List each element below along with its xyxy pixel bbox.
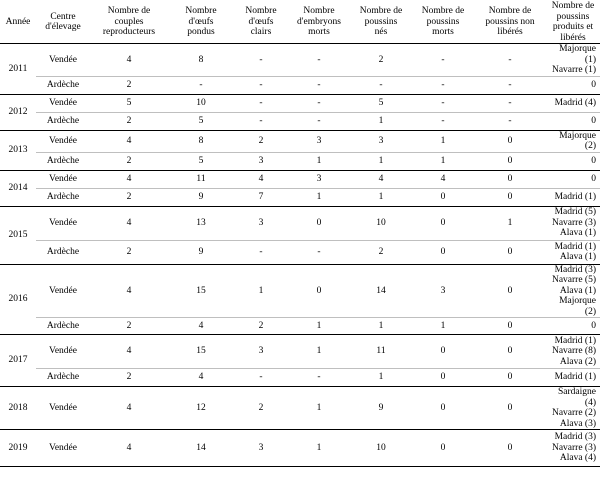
cell-not-released: 0 <box>474 170 546 188</box>
table-row <box>0 318 600 335</box>
cell-not-released: 0 <box>474 130 546 152</box>
cell-hatched: 10 <box>350 430 412 467</box>
cell-eggs-laid: 11 <box>168 170 234 188</box>
cell-chicks-dead: - <box>412 44 474 77</box>
cell-dead-embryos: - <box>288 112 350 130</box>
cell-center: Ardèche <box>36 240 90 264</box>
cell-eggs-laid: 5 <box>168 152 234 170</box>
header-breeding-center: Centre d'élevage <box>36 1 90 44</box>
header-year: Année <box>0 1 36 44</box>
cell-not-released: - <box>474 44 546 77</box>
year-cell: 2015 <box>0 206 36 264</box>
table-row <box>0 130 600 152</box>
cell-not-released: 0 <box>474 387 546 430</box>
cell-center: Ardèche <box>36 369 90 387</box>
cell-dead-embryos: 3 <box>288 170 350 188</box>
cell-pairs: 2 <box>90 76 168 94</box>
table-row <box>0 44 600 77</box>
cell-dead-embryos: 1 <box>288 335 350 369</box>
cell-pairs: 2 <box>90 240 168 264</box>
cell-eggs-laid: 8 <box>168 44 234 77</box>
header-chicks-not-released: Nombre de poussins non libérés <box>474 1 546 44</box>
cell-clear-eggs: 3 <box>234 152 288 170</box>
cell-pairs: 4 <box>90 206 168 240</box>
cell-dead-embryos: 1 <box>288 188 350 206</box>
cell-hatched: 5 <box>350 94 412 112</box>
table-row <box>0 112 600 130</box>
cell-eggs-laid: 8 <box>168 130 234 152</box>
cell-clear-eggs: 1 <box>234 264 288 318</box>
year-cell: 2017 <box>0 335 36 387</box>
year-cell: 2012 <box>0 94 36 130</box>
table-row <box>0 430 600 467</box>
header-eggs-laid: Nombre d'œufs pondus <box>168 1 234 44</box>
cell-clear-eggs: - <box>234 76 288 94</box>
cell-not-released: 0 <box>474 369 546 387</box>
cell-eggs-laid: - <box>168 76 234 94</box>
year-cell: 2018 <box>0 387 36 430</box>
cell-dead-embryos: 1 <box>288 430 350 467</box>
cell-released: 0 <box>546 170 600 188</box>
cell-chicks-dead: 0 <box>412 188 474 206</box>
cell-pairs: 4 <box>90 387 168 430</box>
table-row <box>0 369 600 387</box>
cell-chicks-dead: 0 <box>412 387 474 430</box>
cell-eggs-laid: 4 <box>168 318 234 335</box>
cell-hatched: 11 <box>350 335 412 369</box>
cell-chicks-dead: 4 <box>412 170 474 188</box>
cell-not-released: 0 <box>474 152 546 170</box>
table-row <box>0 170 600 188</box>
cell-hatched: 1 <box>350 152 412 170</box>
cell-hatched: 4 <box>350 170 412 188</box>
cell-hatched: 2 <box>350 44 412 77</box>
year-cell: 2011 <box>0 44 36 95</box>
cell-clear-eggs: 2 <box>234 130 288 152</box>
cell-dead-embryos: 3 <box>288 130 350 152</box>
cell-not-released: 0 <box>474 335 546 369</box>
cell-hatched: 1 <box>350 112 412 130</box>
cell-clear-eggs: 3 <box>234 430 288 467</box>
cell-center: Vendée <box>36 170 90 188</box>
cell-released: Madrid (5) Navarre (3) Alava (1) <box>546 206 600 240</box>
cell-dead-embryos: - <box>288 240 350 264</box>
table-row <box>0 188 600 206</box>
cell-hatched: 9 <box>350 387 412 430</box>
cell-hatched: 3 <box>350 130 412 152</box>
year-cell: 2016 <box>0 264 36 335</box>
header-chicks-released: Nombre de poussins produits et libérés <box>546 1 600 44</box>
year-cell: 2013 <box>0 130 36 170</box>
cell-pairs: 2 <box>90 369 168 387</box>
cell-eggs-laid: 13 <box>168 206 234 240</box>
header-clear-eggs: Nombre d'œufs clairs <box>234 1 288 44</box>
cell-chicks-dead: 0 <box>412 369 474 387</box>
table-row <box>0 94 600 112</box>
cell-eggs-laid: 15 <box>168 335 234 369</box>
cell-released: Madrid (1) <box>546 369 600 387</box>
cell-chicks-dead: 0 <box>412 206 474 240</box>
cell-clear-eggs: - <box>234 44 288 77</box>
header-dead-embryos: Nombre d'embryons morts <box>288 1 350 44</box>
cell-hatched: 10 <box>350 206 412 240</box>
cell-not-released: 0 <box>474 318 546 335</box>
cell-clear-eggs: 3 <box>234 335 288 369</box>
cell-eggs-laid: 12 <box>168 387 234 430</box>
cell-clear-eggs: 4 <box>234 170 288 188</box>
cell-eggs-laid: 15 <box>168 264 234 318</box>
cell-pairs: 4 <box>90 430 168 467</box>
table-row <box>0 206 600 240</box>
cell-eggs-laid: 4 <box>168 369 234 387</box>
cell-dead-embryos: - <box>288 369 350 387</box>
cell-chicks-dead: 1 <box>412 152 474 170</box>
cell-not-released: - <box>474 76 546 94</box>
cell-dead-embryos: - <box>288 94 350 112</box>
cell-eggs-laid: 5 <box>168 112 234 130</box>
cell-hatched: 2 <box>350 240 412 264</box>
cell-released: 0 <box>546 318 600 335</box>
cell-dead-embryos: 0 <box>288 206 350 240</box>
cell-chicks-dead: - <box>412 94 474 112</box>
year-cell: 2014 <box>0 170 36 206</box>
cell-released: Madrid (4) <box>546 94 600 112</box>
cell-released: Madrid (1) Navarre (8) Alava (2) <box>546 335 600 369</box>
cell-eggs-laid: 14 <box>168 430 234 467</box>
cell-not-released: 1 <box>474 206 546 240</box>
cell-released: 0 <box>546 152 600 170</box>
cell-released: Majorque (1) Navarre (1) <box>546 44 600 77</box>
header-chicks-dead: Nombre de poussins morts <box>412 1 474 44</box>
cell-clear-eggs: 2 <box>234 318 288 335</box>
table-row <box>0 335 600 369</box>
cell-not-released: 0 <box>474 430 546 467</box>
cell-released: 0 <box>546 76 600 94</box>
cell-pairs: 4 <box>90 264 168 318</box>
cell-released: 0 <box>546 112 600 130</box>
cell-dead-embryos: - <box>288 76 350 94</box>
table-row <box>0 264 600 318</box>
cell-chicks-dead: 0 <box>412 335 474 369</box>
year-cell: 2019 <box>0 430 36 467</box>
cell-clear-eggs: - <box>234 112 288 130</box>
cell-center: Vendée <box>36 387 90 430</box>
cell-center: Ardèche <box>36 318 90 335</box>
breeding-results-table <box>0 1 600 467</box>
cell-chicks-dead: - <box>412 76 474 94</box>
cell-clear-eggs: - <box>234 240 288 264</box>
cell-released: Sardaigne (4) Navarre (2) Alava (3) <box>546 387 600 430</box>
cell-dead-embryos: - <box>288 44 350 77</box>
table-row <box>0 152 600 170</box>
cell-hatched: 14 <box>350 264 412 318</box>
cell-released: Madrid (3) Navarre (3) Alava (4) <box>546 430 600 467</box>
cell-clear-eggs: - <box>234 94 288 112</box>
cell-chicks-dead: 0 <box>412 430 474 467</box>
cell-eggs-laid: 9 <box>168 240 234 264</box>
cell-center: Vendée <box>36 335 90 369</box>
cell-not-released: - <box>474 112 546 130</box>
cell-hatched: 1 <box>350 188 412 206</box>
cell-hatched: 1 <box>350 318 412 335</box>
cell-clear-eggs: - <box>234 369 288 387</box>
cell-eggs-laid: 10 <box>168 94 234 112</box>
cell-chicks-dead: - <box>412 112 474 130</box>
cell-chicks-dead: 1 <box>412 318 474 335</box>
cell-released: Majorque (2) <box>546 130 600 152</box>
cell-pairs: 2 <box>90 112 168 130</box>
cell-pairs: 2 <box>90 318 168 335</box>
cell-not-released: 0 <box>474 240 546 264</box>
header-breeding-pairs: Nombre de couples reproducteurs <box>90 1 168 44</box>
cell-pairs: 4 <box>90 335 168 369</box>
cell-pairs: 2 <box>90 188 168 206</box>
cell-center: Ardèche <box>36 188 90 206</box>
cell-pairs: 4 <box>90 130 168 152</box>
table-row <box>0 387 600 430</box>
cell-clear-eggs: 3 <box>234 206 288 240</box>
cell-dead-embryos: 1 <box>288 387 350 430</box>
cell-chicks-dead: 3 <box>412 264 474 318</box>
cell-center: Vendée <box>36 206 90 240</box>
cell-chicks-dead: 0 <box>412 240 474 264</box>
cell-released: Madrid (1) Alava (1) <box>546 240 600 264</box>
cell-dead-embryos: 0 <box>288 264 350 318</box>
cell-center: Vendée <box>36 44 90 77</box>
cell-center: Vendée <box>36 94 90 112</box>
cell-center: Ardèche <box>36 152 90 170</box>
header-chicks-hatched: Nombre de poussins nés <box>350 1 412 44</box>
cell-not-released: 0 <box>474 188 546 206</box>
cell-not-released: - <box>474 94 546 112</box>
cell-clear-eggs: 2 <box>234 387 288 430</box>
cell-center: Vendée <box>36 264 90 318</box>
table-row <box>0 76 600 94</box>
cell-center: Ardèche <box>36 112 90 130</box>
cell-center: Vendée <box>36 430 90 467</box>
header-row <box>0 1 600 44</box>
cell-pairs: 2 <box>90 152 168 170</box>
cell-clear-eggs: 7 <box>234 188 288 206</box>
cell-not-released: 0 <box>474 264 546 318</box>
table-body <box>0 44 600 467</box>
cell-hatched: 1 <box>350 369 412 387</box>
table-row <box>0 240 600 264</box>
cell-dead-embryos: 1 <box>288 318 350 335</box>
cell-released: Madrid (1) <box>546 188 600 206</box>
cell-dead-embryos: 1 <box>288 152 350 170</box>
cell-chicks-dead: 1 <box>412 130 474 152</box>
cell-hatched: - <box>350 76 412 94</box>
cell-released: Madrid (3) Navarre (5) Alava (1) Majorque (2) <box>546 264 600 318</box>
cell-pairs: 4 <box>90 44 168 77</box>
cell-pairs: 4 <box>90 170 168 188</box>
cell-eggs-laid: 9 <box>168 188 234 206</box>
cell-center: Ardèche <box>36 76 90 94</box>
cell-pairs: 5 <box>90 94 168 112</box>
cell-center: Vendée <box>36 130 90 152</box>
